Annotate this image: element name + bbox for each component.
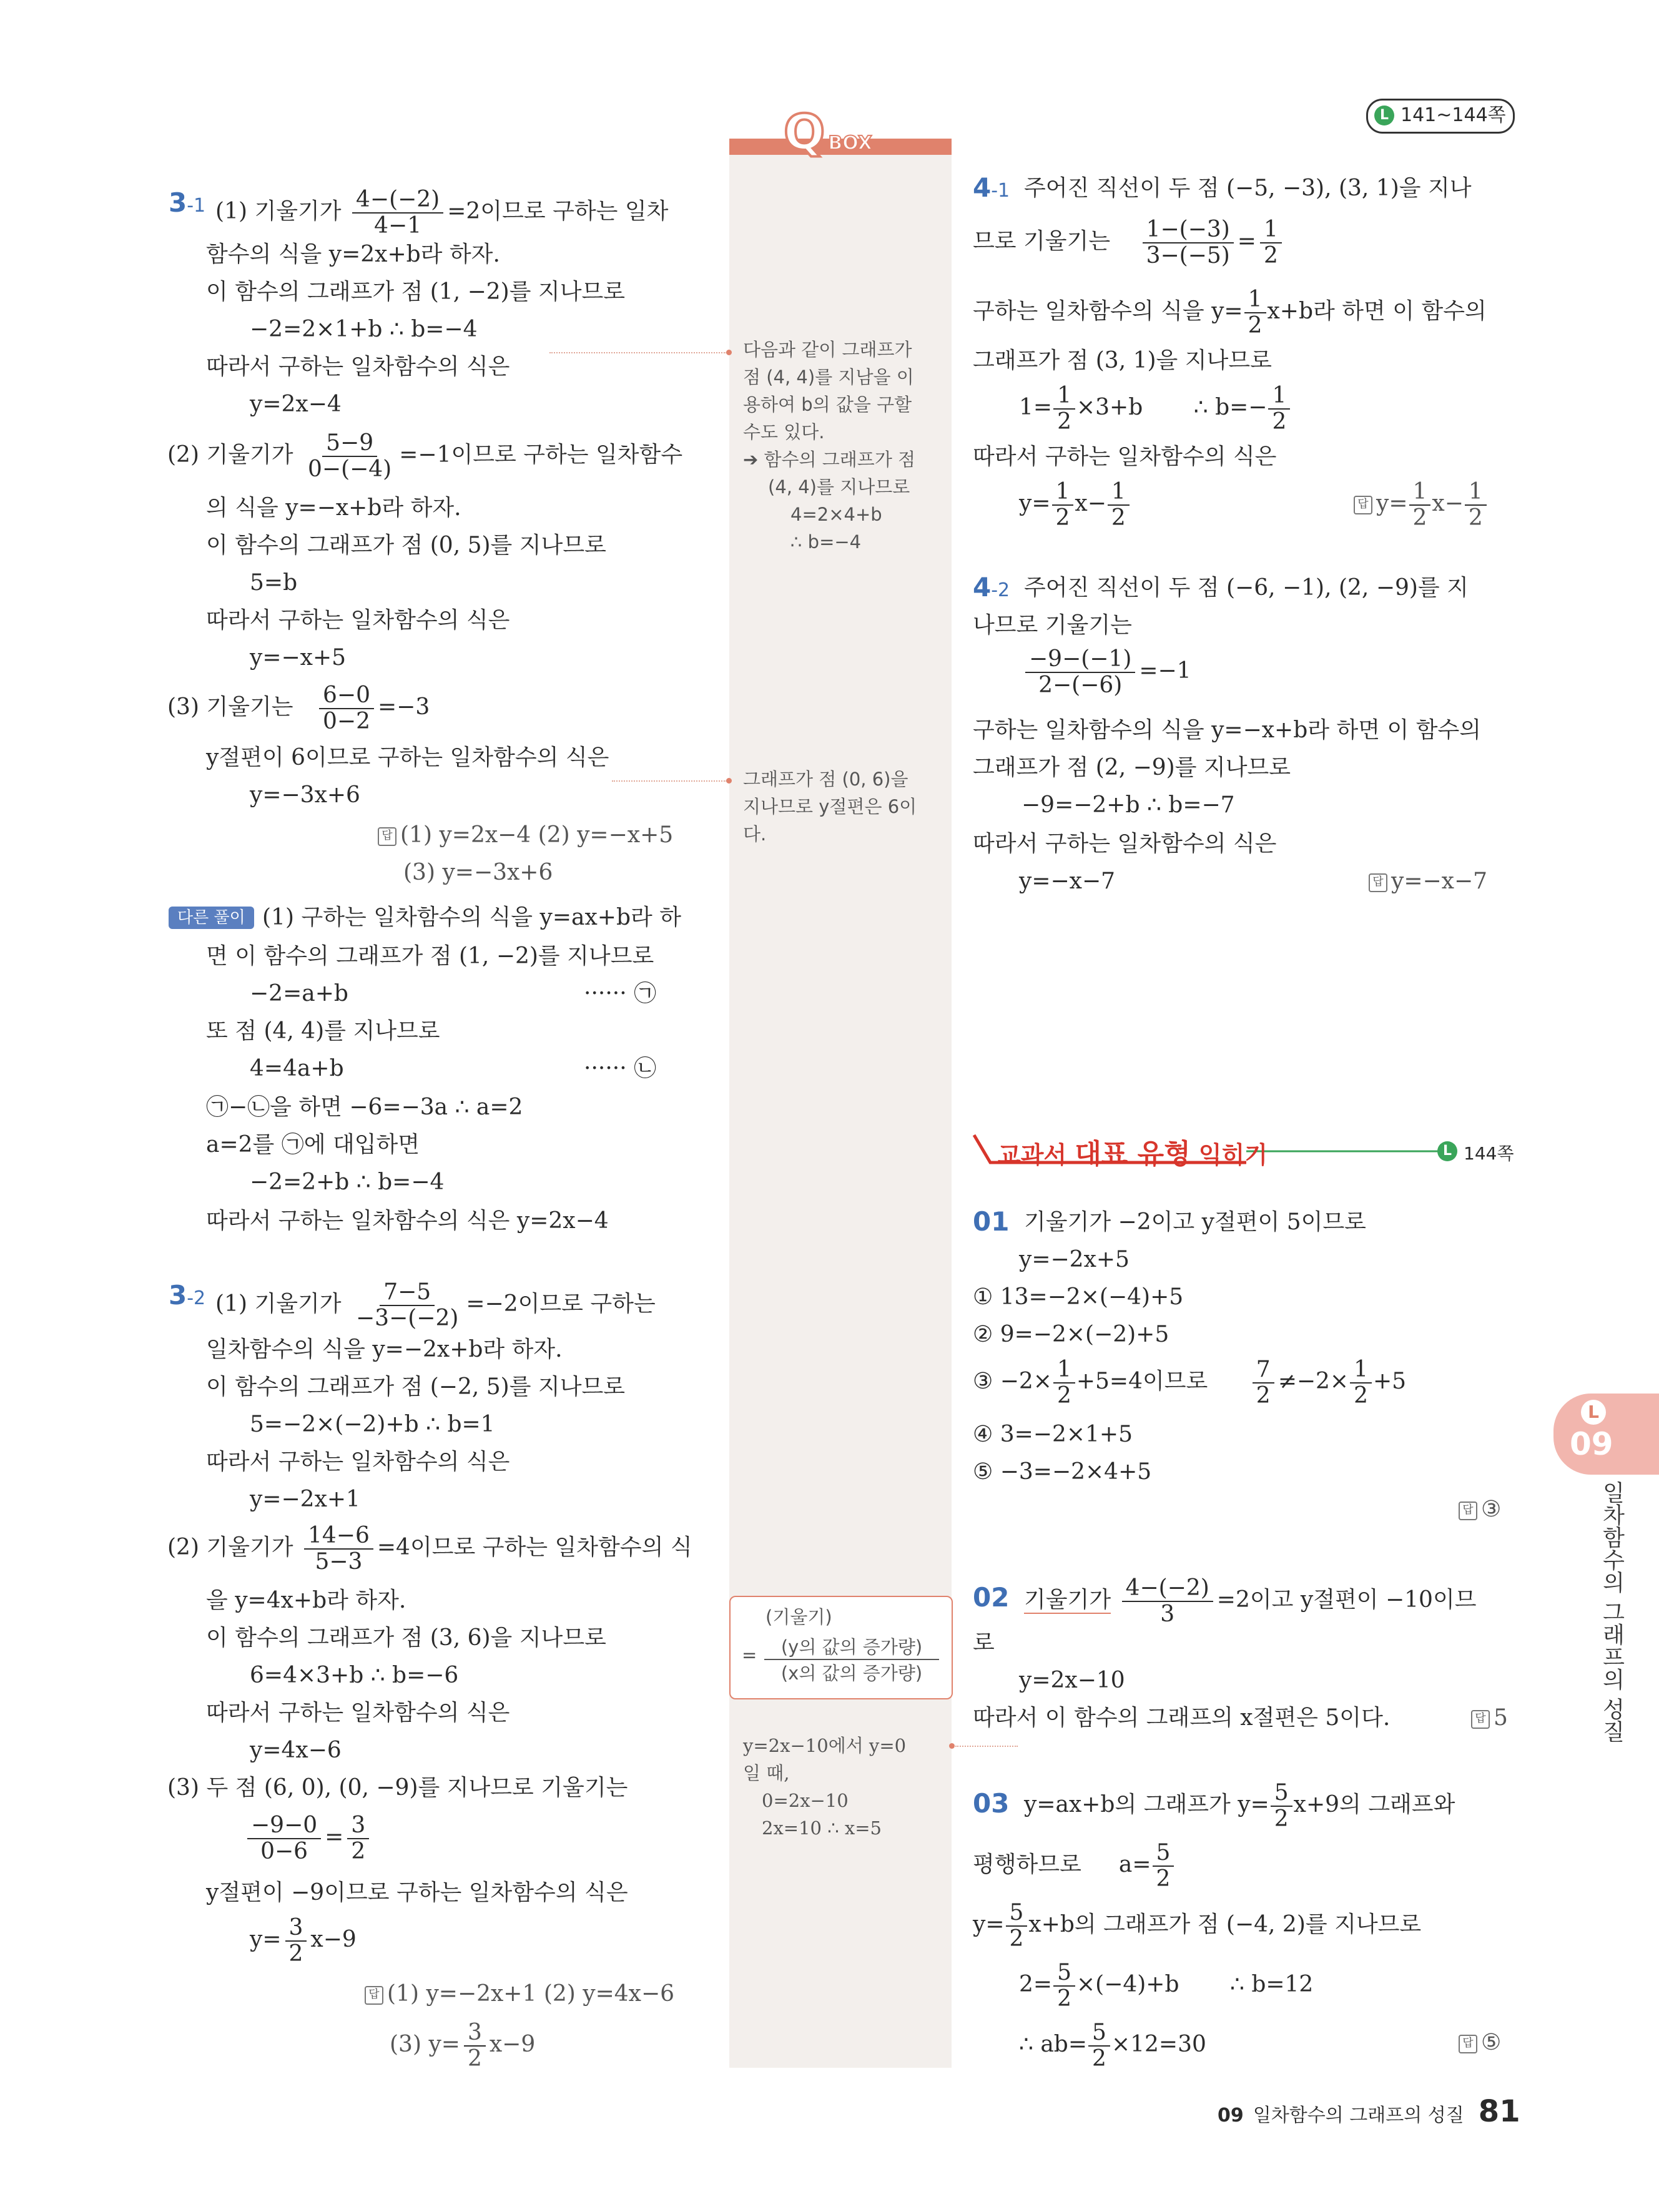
alt-line2: 면 이 함수의 그래프가 점 (1, −2)를 지나므로 <box>206 943 654 969</box>
p32-line6: y=−2x+1 <box>250 1487 360 1512</box>
q01-option3: ③ −2× $\frac{1}{2}$ +5=4이므로 $\frac{7}{2}$ ≠−2× $\frac{1}{2}$ +5 <box>973 1357 1407 1408</box>
note-4-dot <box>949 1743 955 1749</box>
chapter-side-title: 일차함수의 그래프의 성질 <box>1599 1481 1625 1743</box>
slope-label: (기울기) <box>766 1606 832 1628</box>
p42-line1: 주어진 직선이 두 점 (−6, −1), (2, −9)를 지 <box>1024 575 1469 601</box>
answer-icon: 답 <box>1471 1710 1490 1729</box>
qbox-title <box>784 106 896 160</box>
p31-answer-1: 답 (1) y=2x−4 (2) y=−x+5 <box>378 822 673 849</box>
p32-line7: (2) 기울기가 $\frac{14-6}{5-3}$ =4이므로 구하는 일차함수의 식 <box>167 1523 692 1575</box>
answer-icon: 답 <box>365 1986 383 2005</box>
p31-line11: 따라서 구하는 일차함수의 식은 <box>206 607 510 633</box>
p32-line1: (1) 기울기가 $\frac{7-5}{-3-(-2)}$ =−2이므로 구하는 <box>215 1279 656 1331</box>
p31-line3: 이 함수의 그래프가 점 (1, −2)를 지나므로 <box>206 279 626 305</box>
q02-line3: y=2x−10 <box>1019 1668 1125 1693</box>
q02-number: 02 <box>973 1582 1010 1613</box>
q03-line3: y= $\frac{5}{2}$ x+b의 그래프가 점 (−4, 2)를 지나므로 <box>973 1900 1422 1952</box>
q03-line1: y=ax+b의 그래프가 y= $\frac{5}{2}$ x+9의 그래프와 <box>1024 1780 1455 1832</box>
p31-line15: y=−3x+6 <box>250 782 360 808</box>
p32-line14: y절편이 −9이므로 구하는 일차함수의 식은 <box>206 1880 628 1905</box>
q01-option1: ① 13=−2×(−4)+5 <box>973 1284 1184 1310</box>
answer-icon: 답 <box>1459 2035 1477 2053</box>
alt-line5: 4=4a+b <box>250 1056 344 1081</box>
p32-answer-2: (3) y= $\frac{3}{2}$ x−9 <box>390 2020 536 2072</box>
q01-line1: 기울기가 −2이고 y절편이 5이므로 <box>1024 1209 1366 1235</box>
p42-line3: 구하는 일차함수의 식을 y=−x+b라 하면 이 함수의 <box>973 717 1482 743</box>
alt-line6: ㉠−㉡을 하면 −6=−3a ∴ a=2 <box>206 1094 523 1120</box>
p42-line4: 그래프가 점 (2, −9)를 지나므로 <box>973 755 1291 780</box>
section-title: 교과서 대표 유형 익히기 <box>998 1138 1268 1170</box>
chapter-number: 09 <box>1570 1426 1613 1462</box>
page-number: 81 <box>1478 2094 1520 2129</box>
p32-line2: 일차함수의 식을 y=−2x+b라 하자. <box>206 1337 563 1362</box>
note-2-dot <box>726 778 732 784</box>
alt-line7: a=2를 ㉠에 대입하면 <box>206 1132 420 1158</box>
footer-chapter: 09 <box>1218 2105 1244 2126</box>
qbox-q: Q <box>784 105 825 161</box>
p41-answer: 답 y= $\frac{1}{2}$ x− $\frac{1}{2}$ <box>1354 479 1488 531</box>
p31-line5: 따라서 구하는 일차함수의 식은 <box>206 354 510 380</box>
p32-line10: 6=4×3+b ∴ b=−6 <box>250 1663 459 1688</box>
alt-solution-badge: 다른 풀이 <box>169 907 254 929</box>
answer-icon: 답 <box>378 827 396 846</box>
q03-line2: 평행하므로 a= $\frac{5}{2}$ <box>973 1841 1175 1892</box>
p32-line5: 따라서 구하는 일차함수의 식은 <box>206 1449 510 1475</box>
qbox-note-4: y=2x−10에서 y=0 일 때, 0=2x−10 2x=10 ∴ x=5 <box>743 1735 907 1839</box>
q01-option5: ⑤ −3=−2×4+5 <box>973 1459 1152 1485</box>
q03-line4: 2= $\frac{5}{2}$ ×(−4)+b ∴ b=12 <box>1019 1960 1314 2012</box>
p41-line2: 므로 기울기는 $\frac{1-(-3)}{3-(-5)}$ = $\frac{1}{2}$ <box>973 217 1286 268</box>
alt-marker2: ······ ㉡ <box>584 1056 657 1081</box>
section-page-ref: 144쪽 <box>1464 1143 1514 1164</box>
slope-eq: = <box>742 1644 757 1666</box>
p32-line11: 따라서 구하는 일차함수의 식은 <box>206 1700 510 1726</box>
problem-4-1-number: 4-1 <box>973 172 1010 203</box>
l-icon: L <box>1374 106 1394 125</box>
slope-den: (x의 값의 증가량) <box>780 1663 923 1684</box>
note-2-leader <box>612 780 727 782</box>
alt-line3: −2=a+b <box>250 981 348 1006</box>
p31-line7: (2) 기울기가 $\frac{5-9}{0-(-4)}$ =−1이므로 구하는 일차함수 <box>167 430 683 482</box>
p31-line13: (3) 기울기는 $\frac{6-0}{0-2}$ =−3 <box>167 682 430 734</box>
p32-line3: 이 함수의 그래프가 점 (−2, 5)를 지나므로 <box>206 1374 626 1400</box>
q01-answer: 답 ③ <box>1459 1496 1501 1523</box>
p41-line6: 따라서 구하는 일차함수의 식은 <box>973 444 1277 469</box>
page-ref-text: 141~144쪽 <box>1401 104 1506 126</box>
p31-line12: y=−x+5 <box>250 645 347 671</box>
q03-answer: 답 ⑤ <box>1459 2029 1501 2057</box>
answer-icon: 답 <box>1369 873 1387 892</box>
footer-title: 일차함수의 그래프의 성질 <box>1253 2105 1464 2126</box>
p31-line6: y=2x−4 <box>250 391 342 417</box>
slope-formula-box <box>729 1596 953 1699</box>
p32-line9: 이 함수의 그래프가 점 (3, 6)을 지나므로 <box>206 1625 606 1651</box>
p31-line9: 이 함수의 그래프가 점 (0, 5)를 지나므로 <box>206 533 606 558</box>
q01-number: 01 <box>973 1206 1010 1237</box>
note-1-leader <box>549 352 727 353</box>
q02-line4: 따라서 이 함수의 그래프의 x절편은 5이다. <box>973 1705 1391 1731</box>
alt-line4: 또 점 (4, 4)를 지나므로 <box>206 1018 440 1044</box>
alt-line9: 따라서 구하는 일차함수의 식은 y=2x−4 <box>206 1208 609 1234</box>
answer-icon: 답 <box>1459 1502 1477 1520</box>
p32-line13: (3) 두 점 (6, 0), (0, −9)를 지나므로 기울기는 <box>167 1775 628 1801</box>
p31-line2: 함수의 식을 y=2x+b라 하자. <box>206 242 500 267</box>
p42-line6: 따라서 구하는 일차함수의 식은 <box>973 831 1277 857</box>
p31-line8: 의 식을 y=−x+b라 하자. <box>206 495 461 521</box>
q03-number: 03 <box>973 1788 1010 1819</box>
p42-line7: y=−x−7 <box>1019 868 1116 894</box>
page-ref-badge <box>1366 99 1515 134</box>
q02-line2: 로 <box>973 1630 995 1656</box>
l-icon: L <box>1581 1400 1606 1425</box>
p32-line15: y= $\frac{3}{2}$ x−9 <box>250 1915 357 1967</box>
problem-3-1-number: 3-1 <box>169 187 206 218</box>
p41-line1: 주어진 직선이 두 점 (−5, −3), (3, 1)을 지나 <box>1024 175 1472 201</box>
p31-line14: y절편이 6이므로 구하는 일차함수의 식은 <box>206 745 609 770</box>
p42-answer: 답 y=−x−7 <box>1369 868 1487 895</box>
p31-line1: (1) 기울기가 $\frac{4-(-2)}{4-1}$ =2이므로 구하는 일차 <box>215 187 669 238</box>
p32-line8: 을 y=4x+b라 하자. <box>206 1588 406 1613</box>
qbox-note-2: 그래프가 점 (0, 6)을 지나므로 y절편은 6이 다. <box>743 769 917 845</box>
p32-line12: y=4x−6 <box>250 1738 342 1763</box>
l-icon: L <box>1437 1141 1457 1161</box>
p31-line10: 5=b <box>250 570 298 596</box>
p32-line13b: $\frac{-9-0}{0-6}$ = $\frac{3}{2}$ <box>244 1813 373 1864</box>
qbox-note-1: 다음과 같이 그래프가 점 (4, 4)를 지남을 이 용하여 b의 값을 구할 수도 있다. ➔ 함수의 그래프가 점 (4, 4)를 지나므로 4=2×4+b ∴ b=−4 <box>743 339 916 553</box>
note-4-leader <box>955 1746 1018 1747</box>
p42-line5: −9=−2+b ∴ b=−7 <box>1021 792 1235 818</box>
qbox-sub: BOX <box>828 132 872 154</box>
q02-answer: 답 5 <box>1471 1704 1508 1732</box>
q01-option4: ④ 3=−2×1+5 <box>973 1422 1133 1447</box>
q02-line1: 기울기가 $\frac{4-(-2)}{3}$ =2이고 y절편이 −10이므 <box>1024 1575 1477 1627</box>
p42-line2: 나므로 기울기는 <box>973 612 1132 638</box>
problem-3-2-number: 3-2 <box>169 1280 206 1310</box>
q03-line5: ∴ ab= $\frac{5}{2}$ ×12=30 <box>1019 2020 1206 2072</box>
p32-line4: 5=−2×(−2)+b ∴ b=1 <box>250 1412 495 1437</box>
problem-4-2-number: 4-2 <box>973 572 1010 602</box>
p42-line2b: $\frac{-9-(-1)}{2-(-6)}$ =−1 <box>1021 647 1191 698</box>
p41-line4: 그래프가 점 (3, 1)을 지나므로 <box>973 348 1272 373</box>
p41-line3: 구하는 일차함수의 식을 y= $\frac{1}{2}$ x+b라 하면 이 함수의 <box>973 287 1487 338</box>
chapter-side-tab <box>1553 1394 1659 1475</box>
p41-line7: y= $\frac{1}{2}$ x− $\frac{1}{2}$ <box>1019 479 1131 531</box>
p31-answer-2: (3) y=−3x+6 <box>403 860 553 885</box>
alt-line8: −2=2+b ∴ b=−4 <box>250 1169 445 1195</box>
p32-answer-1: 답 (1) y=−2x+1 (2) y=4x−6 <box>365 1980 674 2008</box>
p41-line5: 1= $\frac{1}{2}$ ×3+b ∴ b=− $\frac{1}{2}$ <box>1019 383 1291 435</box>
answer-icon: 답 <box>1354 496 1372 514</box>
alt-marker1: ······ ㉠ <box>584 981 657 1006</box>
q01-line2: y=−2x+5 <box>1019 1247 1130 1272</box>
p31-frac1: $\frac{4-(-2)}{4-1}$ <box>352 187 443 238</box>
p31-line4: −2=2×1+b ∴ b=−4 <box>250 317 478 342</box>
q01-option2: ② 9=−2×(−2)+5 <box>973 1322 1169 1347</box>
footer <box>1218 2094 1520 2129</box>
slope-num: (y의 값의 증가량) <box>764 1633 939 1660</box>
alt-line1: (1) 구하는 일차함수의 식을 y=ax+b라 하 <box>262 905 681 930</box>
section-heading <box>972 1128 1521 1177</box>
note-1-dot <box>726 350 732 355</box>
